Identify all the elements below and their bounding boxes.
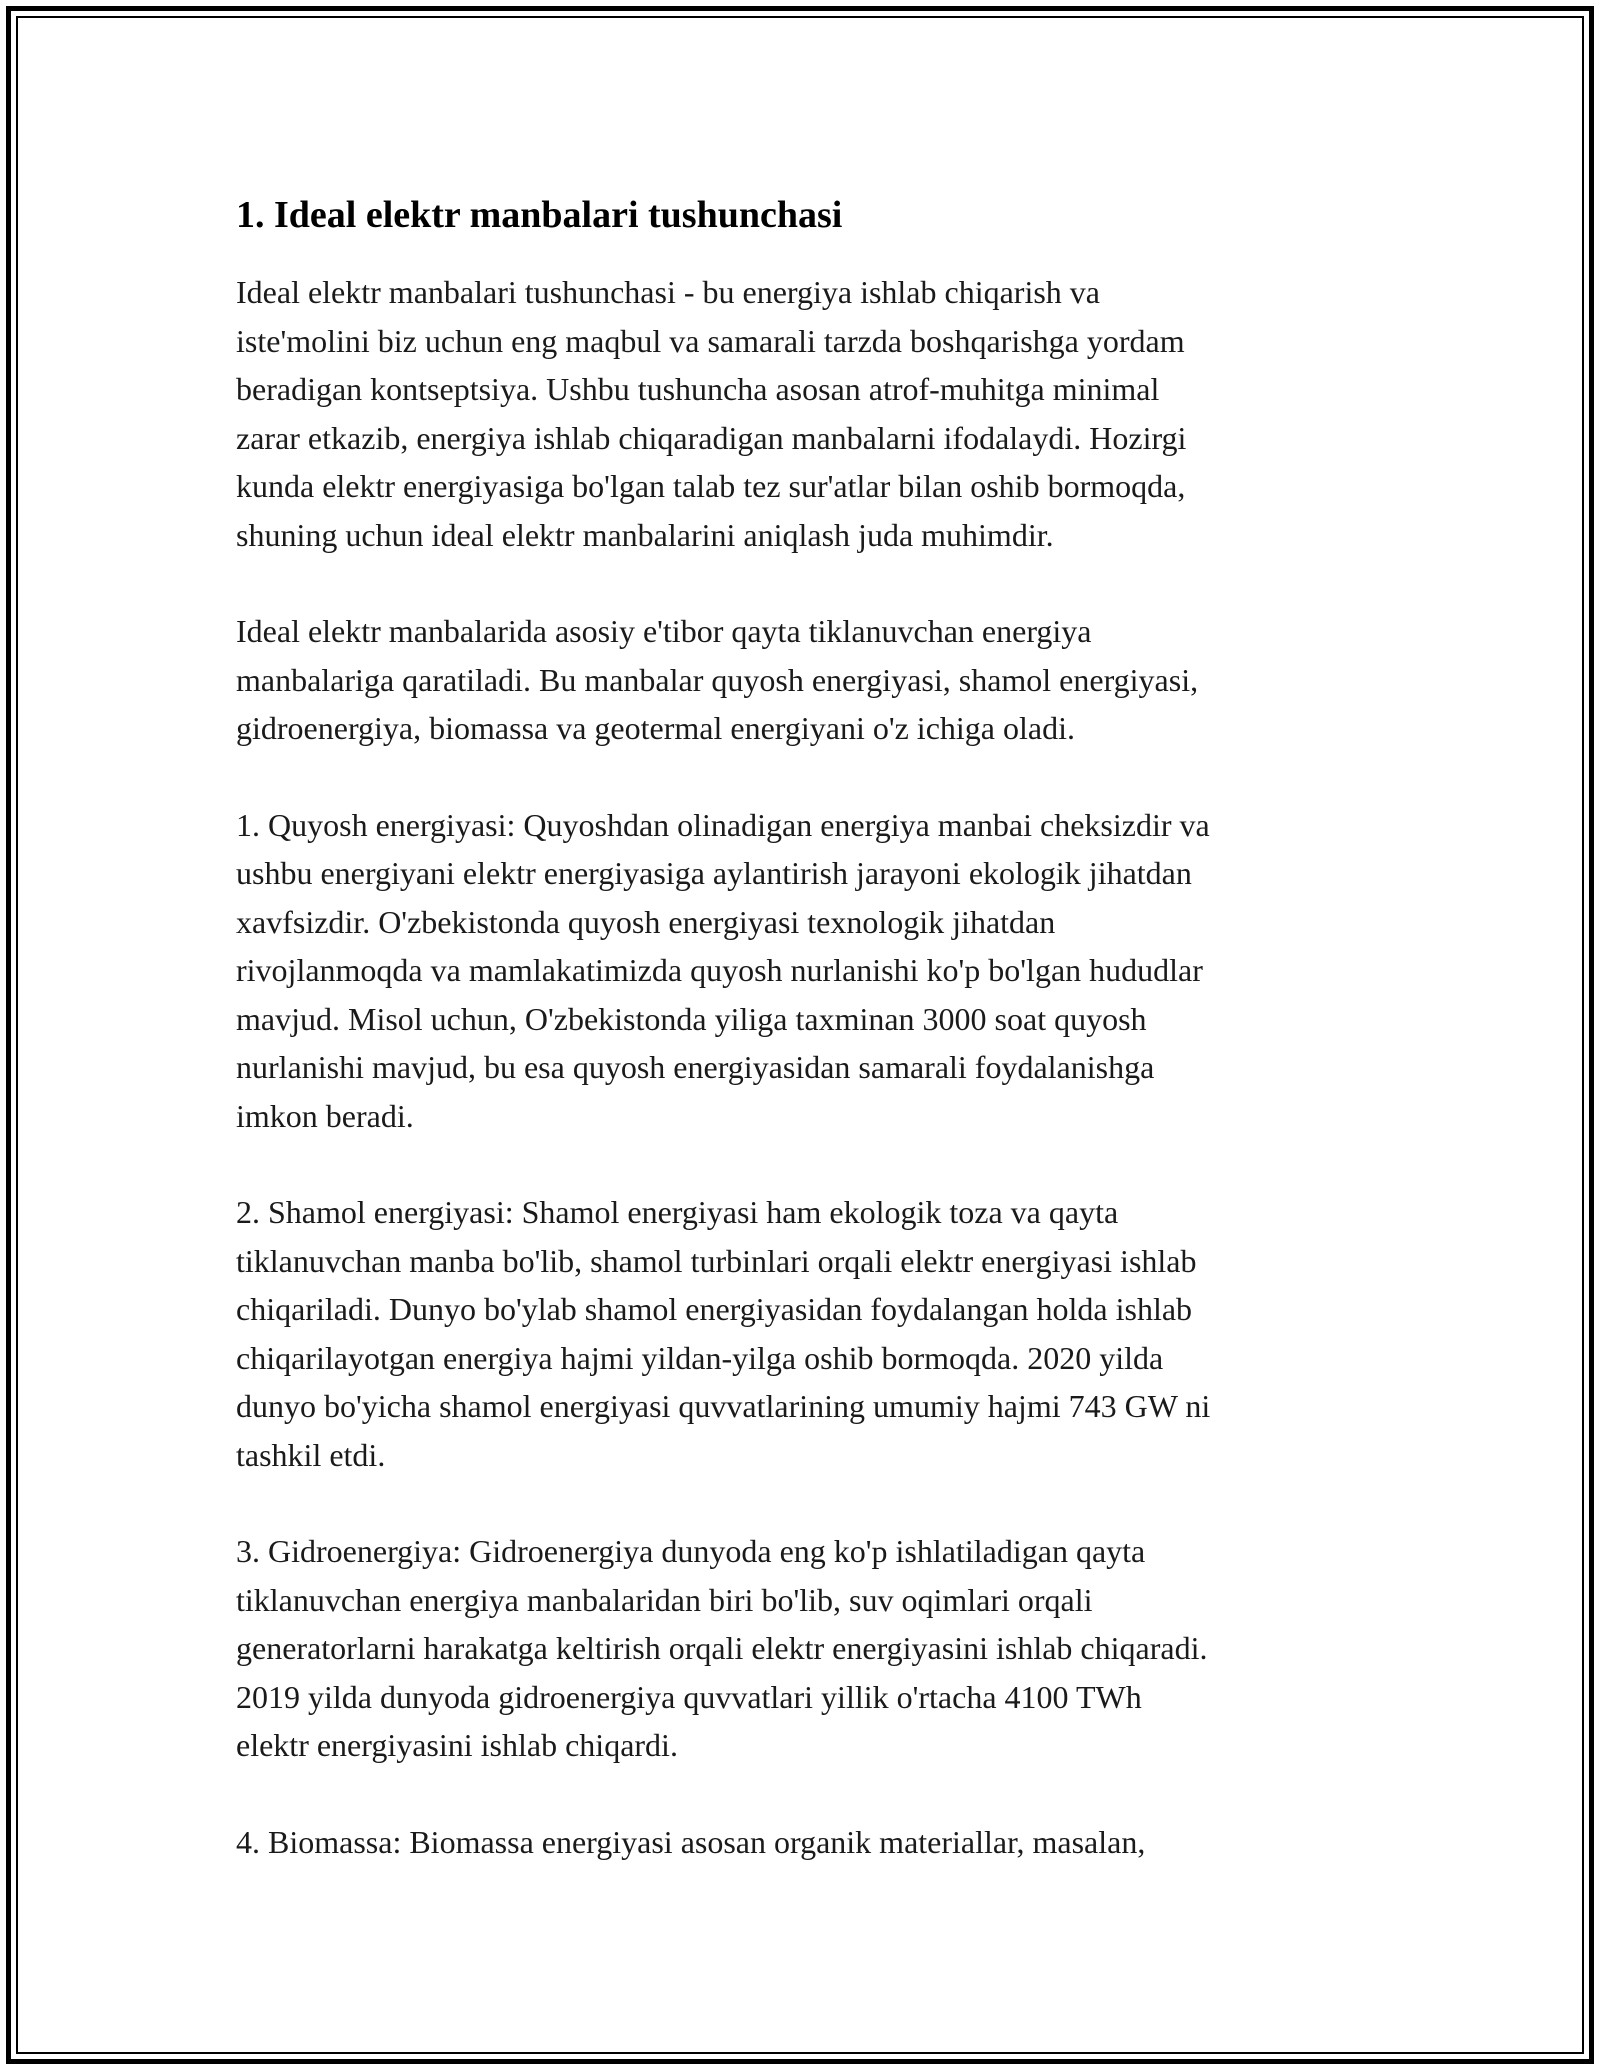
section-heading: 1. Ideal elektr manbalari tushunchasi — [236, 194, 843, 236]
paragraph-wind-energy: 2. Shamol energiyasi: Shamol energiyasi ham ekologik toza va qayta tiklanuvchan manba bo'lib, shamol turbinlari orqali elektr energiyasi ishlab chiqariladi. Dunyo bo'ylab shamol energiyasidan foydalangan holda ishlab chiqarilayotgan energiya hajmi yildan-yilga oshib bormoqda. 2020 yilda dunyo bo'yicha shamol energiyasi quvvatlarining umumiy hajmi 743 GW ni tashkil etdi. — [236, 1194, 1211, 1473]
paragraph-intro: Ideal elektr manbalari tushunchasi - bu energiya ishlab chiqarish va iste'molini biz uchun eng maqbul va samarali tarzda boshqarishga yordam beradigan kontseptsiya. Ushbu tushuncha asosan atrof-muhitga minimal zarar etkazib, energiya ishlab chiqaradigan manbalarni ifodalaydi. Hozirgi kunda elektr energiyasiga bo'lgan talab tez sur'atlar bilan oshib bormoqda, shuning uchun ideal elektr manbalarini aniqlash juda muhimdir. — [236, 274, 1187, 553]
paragraph-renewable-focus: Ideal elektr manbalarida asosiy e'tibor qayta tiklanuvchan energiya manbalariga qaratiladi. Bu manbalar quyosh energiyasi, shamol energiyasi, gidroenergiya, biomassa va geotermal energiyani o'z ichiga oladi. — [236, 613, 1199, 746]
paragraph-biomass: 4. Biomassa: Biomassa energiyasi asosan organik materiallar, masalan, — [236, 1823, 1146, 1860]
paragraph-solar-energy: 1. Quyosh energiyasi: Quyoshdan olinadigan energiya manbai cheksizdir va ushbu energiyani elektr energiyasiga aylantirish jarayoni ekologik jihatdan xavfsizdir. O'zbekistonda quyosh energiyasi texnologik jihatdan rivojlanmoqda va mamlakatimizda quyosh nurlanishi ko'p bo'lgan hududlar mavjud. Misol uchun, O'zbekistonda yiliga taxminan 3000 soat quyosh nurlanishi mavjud, bu esa quyosh energiyasidan samarali foydalanishga imkon beradi. — [236, 806, 1210, 1134]
document-body — [236, 188, 1356, 1914]
paragraph-hydro-energy: 3. Gidroenergiya: Gidroenergiya dunyoda eng ko'p ishlatiladigan qayta tiklanuvchan energiya manbalaridan biri bo'lib, suv oqimlari orqali generatorlarni harakatga keltirish orqali elektr energiyasini ishlab chiqaradi. 2019 yilda dunyoda gidroenergiya quvvatlari yillik o'rtacha 4100 TWh elektr energiyasini ishlab chiqardi. — [236, 1533, 1208, 1763]
